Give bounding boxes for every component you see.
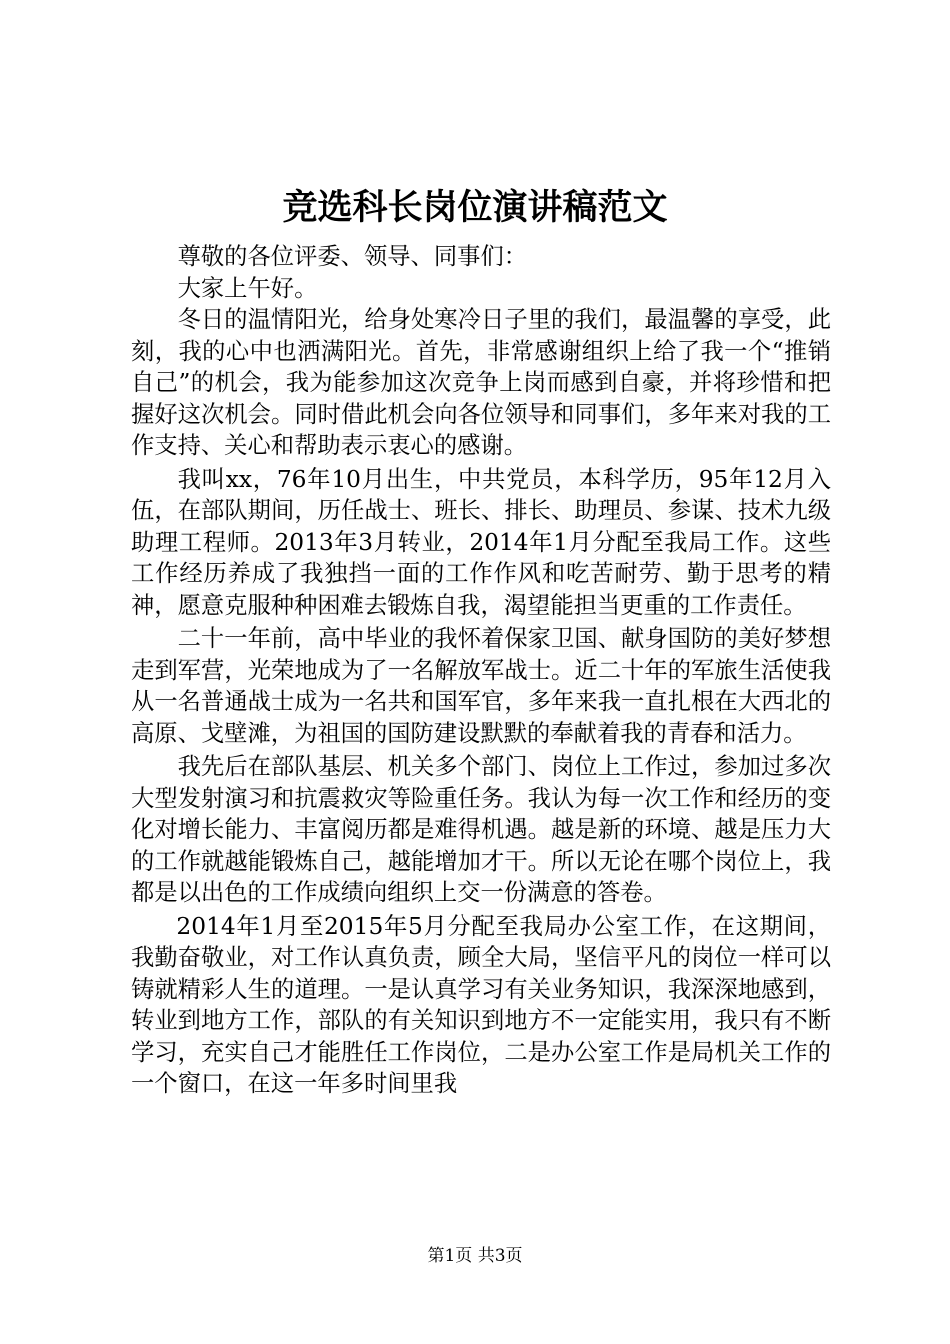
document-title: 竞选科长岗位演讲稿范文 xyxy=(282,187,668,228)
document-body xyxy=(131,241,831,1100)
page-footer: 第1页 共3页 xyxy=(427,1246,523,1266)
paragraph-office-work: 2014年1月至2015年5月分配至我局办公室工作，在这期间，我勤奋敬业，对工作认真负责，顾全大局，坚信平凡的岗位一样可以铸就精彩人生的道理。一是认真学习有关业务知识，我深深地感到，转业到地方工作，部队的有关知识到地方不一定能实用，我只有不断学习，充实自己才能胜任工作岗位，二是办公室工作是局机关工作的一个窗口，在这一年多时间里我 xyxy=(131,912,831,1097)
paragraph-experience: 我先后在部队基层、机关多个部门、岗位上工作过，参加过多次大型发射演习和抗震救灾等险重任务。我认为每一次工作和经历的变化对增长能力、丰富阅历都是难得机遇。越是新的环境、越是压力大的工作就越能锻炼自己，越能增加才干。所以无论在哪个岗位上，我都是以出色的工作成绩向组织上交一份满意的答卷。 xyxy=(131,753,831,906)
paragraph-greeting: 大家上午好。 xyxy=(177,274,318,302)
paragraph-salutation: 尊敬的各位评委、领导、同事们： xyxy=(177,243,528,270)
paragraph-self-introduction: 我叫xx，76年10月出生，中共党员，本科学历，95年12月入伍，在部队期间，历任战士、班长、排长、助理员、参谋、技术九级助理工程师。2013年3月转业，2014年1月分配至我局工作。这些工作经历养成了我独挡一面的工作作风和吃苦耐劳、勤于思考的精神，愿意克服种种困难去锻炼自我，渴望能担当更重的工作责任。 xyxy=(131,465,831,619)
paragraph-intro: 冬日的温情阳光，给身处寒冷日子里的我们，最温馨的享受，此刻，我的心中也洒满阳光。首先，非常感谢组织上给了我一个“推销自己”的机会，我为能参加这次竞争上岗而感到自豪，并将珍惜和把握好这次机会。同时借此机会向各位领导和同事们，多年来对我的工作支持、关心和帮助表示衷心的感谢。 xyxy=(131,306,831,459)
paragraph-military-history: 二十一年前，高中毕业的我怀着保家卫国、献身国防的美好梦想走到军营，光荣地成为了一名解放军战士。近二十年的军旅生活使我从一名普通战士成为一名共和国军官，多年来我一直扎根在大西北的高原、戈壁滩，为祖国的国防建设默默的奉献着我的青春和活力。 xyxy=(131,625,831,747)
